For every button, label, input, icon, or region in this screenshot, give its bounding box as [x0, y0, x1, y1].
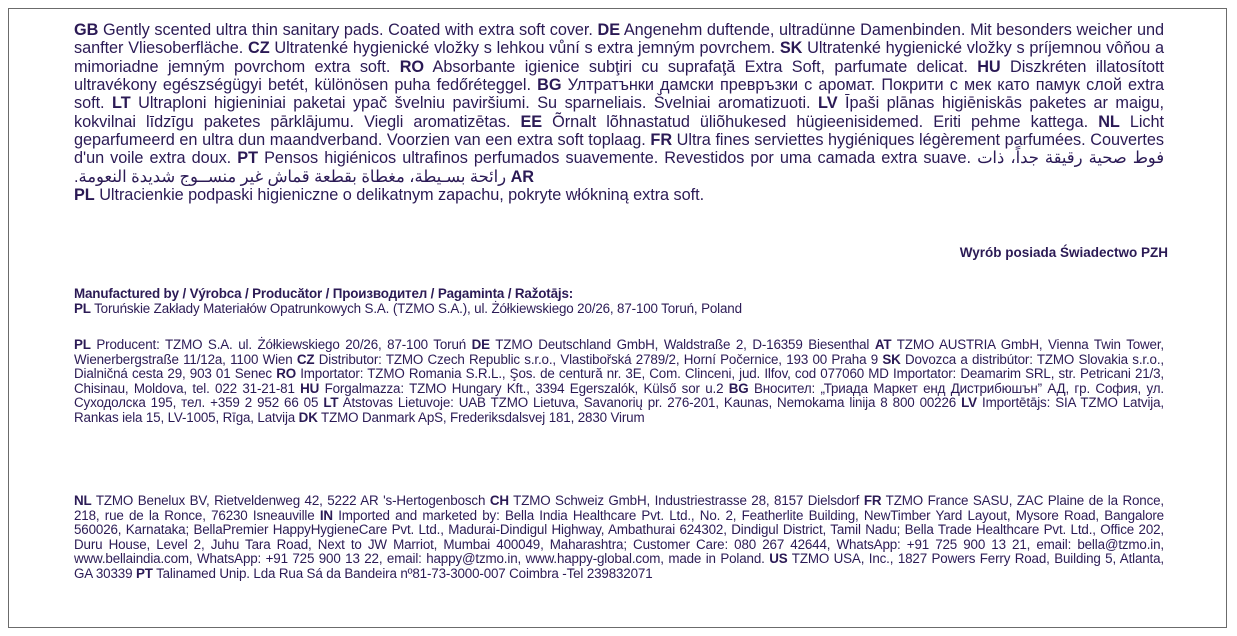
lang-code: BG [537, 76, 562, 95]
distributor-address: TZMO USA, Inc., 1827 Powers Ferry Road, Building 5, Atlanta, GA 30339 [74, 551, 1164, 581]
description-text: Ultra fines serviettes hygiéniques légèrement parfumées. Couvertes d'un voile extra doux. [74, 131, 1164, 168]
description-text: Ultratenké hygienické vložky s lehkou vůní s extra jemným povrchem. [269, 39, 780, 58]
distributor-address: TZMO France SASU, ZAC Plaine de la Ronce, 218, rue de la Ronce, 76230 Isneauville [74, 493, 1164, 523]
distributor-address: Importator: TZMO Romania S.R.L., Şos. de centură nr. 3E, Com. Clinceni, jud. Ilfov, cod 077060 MD Importator: Deamarim SRL, str. Petricani 21/3, Chisinau, Moldova, tel. 022 31-21-81 [74, 366, 1164, 396]
country-code: SK [882, 351, 901, 367]
manufacturer-heading: Manufactured by / Výrobca / Producător / Производител / Pagaminta / Ražotājs: [74, 286, 574, 301]
description-text-arabic: فوط صحية رقيقة جداً، ذات رائحة بسـيطة، مغطاة بقطعة قماش غير منســوج شديدة النعومة. [74, 149, 1164, 186]
lang-code: FR [650, 131, 673, 150]
description-text: Gently scented ultra thin sanitary pads. Coated with extra soft cover. [98, 21, 598, 39]
lang-code: CZ [248, 39, 270, 58]
country-code: US [769, 551, 788, 566]
description-text: Ultratenké hygienické vložky s príjemnou vôňou a mimoriadne jemným povrchom extra soft. [74, 39, 1164, 76]
international-distributors-info [74, 494, 1164, 581]
lang-code: PT [237, 149, 258, 168]
country-code: CH [489, 493, 509, 508]
country-code: HU [300, 380, 320, 396]
lang-code: DE [597, 21, 621, 39]
pzh-certificate-note: Wyrób posiada Świadectwo PZH [959, 245, 1168, 260]
description-text: Diszkréten illatosított ultravékony egészségügyi betét, különösen puha fedőréteggel. [74, 57, 1164, 95]
country-code: LT [323, 395, 339, 410]
country-code: LV [961, 395, 977, 410]
distributor-address: Вносител: „Триада Маркет енд Дистрибюшън” АД, гр. София, ул. Суходолска 195, тел. +359 2 952 66 05 [74, 380, 1164, 410]
lang-code: NL [1098, 112, 1120, 131]
distributor-address: Dovozca a distribútor: TZMO Slovakia s.r.o., Dialničná cesta 29, 903 01 Senec [74, 351, 1164, 381]
manufacturer-address: Toruńskie Zakłady Materiałów Opatrunkowych S.A. (TZMO S.A.), ul. Żółkiewskiego 20/26, 87-100 Toruń, Poland [90, 300, 742, 316]
lang-code: PL [74, 186, 95, 205]
country-code: CZ [296, 351, 315, 367]
description-text: Pensos higiénicos ultrafinos perfumados suavemente. Revestidos por uma camada extra suave. [258, 149, 978, 168]
manufacturer-info [74, 287, 1164, 316]
country-code: BG [728, 380, 749, 396]
lang-code: EE [520, 112, 543, 131]
lang-code: HU [977, 57, 1001, 76]
lang-code: RO [399, 57, 425, 76]
distributor-address: Producent: TZMO S.A. ul. Żółkiewskiego 20/26, 87-100 Toruń [90, 337, 472, 352]
distributor-address: TZMO AUSTRIA GmbH, Vienna Twin Tower, Wienerbergstraße 11/12a, 1100 Wien [74, 337, 1164, 367]
distributor-address: TZMO Schweiz GmbH, Industriestrasse 28, 8157 Dielsdorf [508, 493, 864, 508]
distributor-address: Importētājs: SIA TZMO Latvija, Rankas iela 15, LV-1005, Rīga, Latvija [74, 395, 1164, 425]
distributors-info [74, 338, 1164, 425]
distributor-address: TZMO Deutschland GmbH, Waldstraße 2, D-16359 Biesenthal [489, 337, 875, 352]
country-code: PT [135, 565, 153, 581]
distributor-address: Imported and marketed by: Bella India Healthcare Pvt. Ltd., No. 2, Featherlite Building, NewTimber Yard Layout, Mysore Road, Bangalore 560026, Karnataka; BellaPremier HappyHygieneCare Pvt. Ltd., Madurai-Dindigul Highway, Ambathurai 624302, Dindigul District, Tamil Nadu; Bella Trade Healthcare Pvt. Ltd., Office 202, Duru House, Level 2, Juhu Tara Road, Next to JW Marriot, Mumbai 400049, Maharashtra; Customer Care: 080 267 42644, WhatsApp: +91 725 900 13 21, email: bella@tzmo.in, www.bellaindia.com, WhatsApp: +91 725 900 13 22, email: happy@tzmo.in, www.happy-global.com, made in Poland. [74, 507, 1164, 566]
country-code: FR [863, 493, 882, 508]
country-code: IN [319, 507, 333, 523]
country-code: AT [874, 337, 892, 352]
description-text: Angenehm duftende, ultradünne Damenbinden. Mit besonders weicher und sanfter Vliesoberfläche. [74, 21, 1164, 58]
country-code: PL [74, 337, 91, 352]
distributor-address: Distributor: TZMO Czech Republic s.r.o., Vlastibořská 2789/2, Horní Počernice, 193 00 Praha 9 [314, 351, 883, 367]
lang-code: GB [74, 21, 99, 39]
distributor-address: Talinamed Unip. Lda Rua Sá da Bandeira nº81-73-3000-007 Coimbra -Tel 239832071 [152, 565, 653, 581]
description-text: Ultracienkie podpaski higieniczne o delikatnym zapachu, pokryte włókniną extra soft. [94, 186, 705, 205]
description-text: Īpaši plānas higiēniskās paketes ar maigu, kokvilnai līdzīgu paketes pārklājumu. Viegli aromatizētas. [74, 94, 1164, 131]
distributor-address: Forgalmazza: TZMO Hungary Kft., 3394 Egerszalók, Külső sor u.2 [319, 380, 729, 396]
lang-code: LV [818, 94, 838, 113]
country-code: PL [74, 300, 91, 316]
description-text: Ултратънки дамски превръзки с аромат. Покрити с мек като памук слой extra soft. [74, 76, 1164, 113]
distributor-address: Atstovas Lietuvoje: UAB TZMO Lietuva, Savanorių pr. 276-201, Kaunas, Nemokama linija 8 800 00226 [338, 395, 962, 410]
country-code: NL [74, 493, 92, 508]
distributor-address: TZMO Benelux BV, Rietveldenweg 42, 5222 AR 's-Hertogenbosch [91, 493, 490, 508]
description-text: Ultraploni higieniniai paketai ypač švelniu paviršiumi. Su sparneliais. Švelniai aromatizuoti. [130, 94, 819, 113]
description-text: Licht geparfumeerd en ultra dun maandverband. Voorzien van een extra soft toplaag. [74, 112, 1164, 150]
country-code: DK [298, 409, 318, 425]
lang-code: AR [510, 167, 534, 186]
lang-code: SK [779, 39, 803, 58]
lang-code: LT [112, 94, 131, 113]
description-text: Õrnalt lõhnastatud üliõhukesed hügieenisidemed. Eriti pehme kattega. [542, 112, 1099, 131]
product-description [74, 21, 1164, 204]
distributor-address: TZMO Danmark ApS, Frederiksdalsvej 181, 2830 Virum [317, 409, 645, 425]
description-text: Absorbante igienice subţiri cu suprafaţă Extra Soft, parfumate delicat. [424, 57, 978, 76]
country-code: RO [276, 366, 296, 381]
country-code: DE [471, 337, 490, 352]
